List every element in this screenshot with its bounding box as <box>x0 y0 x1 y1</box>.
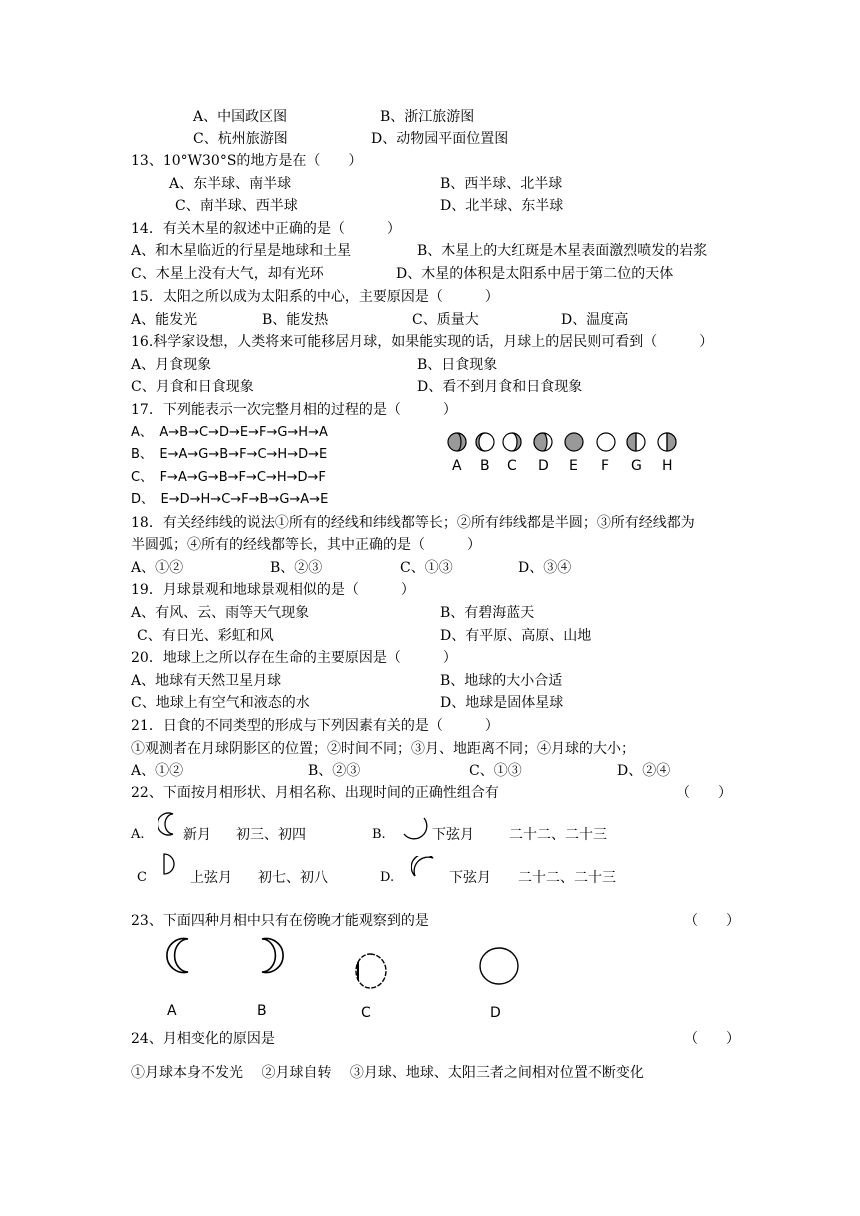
q17-option-b: B、 E→A→G→B→F→C→H→D→E <box>131 447 328 462</box>
q14-option-c: C、木星上没有大气，却有光环 <box>131 266 324 282</box>
q23-moon-d-icon <box>476 945 522 987</box>
q21-line2: ①观测者在月球阴影区的位置；②时间不同；③月、地距离不同；④月球的大小； <box>131 741 635 757</box>
q16-stem: 16.科学家设想，人类将来可能移居月球，如果能实现的话，月球上的居民则可看到（ ） <box>131 334 714 350</box>
q18-stem-line1: 18．有关经纬线的说法①所有的经线和纬线都等长；②所有纬线都是半圆；③所有经线都为 <box>131 515 695 531</box>
moon-label-c: C <box>507 458 517 474</box>
moon-phase-b-icon <box>476 433 494 451</box>
q19-option-c: C、有日光、彩虹和风 <box>137 628 274 644</box>
q23-label-d: D <box>490 1005 501 1021</box>
moon-label-h: H <box>662 458 673 474</box>
q20-stem: 20．地球上之所以存在生命的主要原因是（ ） <box>131 650 457 666</box>
moon-label-f: F <box>601 458 610 474</box>
q20-option-a: A、地球有天然卫星月球 <box>131 673 282 689</box>
q22-answer-paren: （ ） <box>676 785 732 801</box>
q22-b-letter: B. <box>372 827 386 842</box>
q15-stem: 15．太阳之所以成为太阳系的中心，主要原因是（ ） <box>131 289 499 305</box>
q12-option-b: B、浙江旅游图 <box>380 109 475 125</box>
moon-label-e: E <box>569 458 578 474</box>
q17-option-c: C、 F→A→G→B→F→C→H→D→F <box>131 470 326 485</box>
q18-option-a: A、①② <box>131 560 184 576</box>
q17-option-d: D、 E→D→H→C→F→B→G→A→E <box>131 492 329 507</box>
q22-stem: 22、下面按月相形状、月相名称、出现时间的正确性组合有 <box>131 785 499 801</box>
q24-line2: ①月球本身不发光 ②月球自转 ③月球、地球、太阳三者之间相对位置不断变化 <box>131 1065 644 1081</box>
q13-option-a: A、东半球、南半球 <box>169 176 292 192</box>
q19-stem: 19．月球景观和地球景观相似的是（ ） <box>131 582 415 598</box>
q12-option-d: D、动物园平面位置图 <box>371 131 509 147</box>
q23-label-b: B <box>257 1003 267 1019</box>
q23-answer-paren: （ ） <box>684 913 740 929</box>
q17-stem: 17．下列能表示一次完整月相的过程的是（ ） <box>131 402 457 418</box>
q22-b-name: 下弦月 <box>432 827 474 843</box>
q18-option-c: C、①③ <box>400 560 453 576</box>
q16-option-a: A、月食现象 <box>131 357 212 373</box>
q14-option-d: D、木星的体积是太阳系中居于第二位的天体 <box>396 266 674 282</box>
q23-label-c: C <box>361 1005 371 1021</box>
q15-option-c: C、质量大 <box>412 312 479 328</box>
q22-d-moon-icon <box>411 856 437 880</box>
q15-option-b: B、能发热 <box>262 312 329 328</box>
moon-phase-h-icon <box>658 433 676 451</box>
q13-option-c: C、南半球、西半球 <box>175 198 298 214</box>
q21-option-d: D、②④ <box>617 763 671 779</box>
q12-option-c: C、杭州旅游图 <box>193 131 288 147</box>
q17-option-a: A、 A→B→C→D→E→F→G→H→A <box>131 425 328 440</box>
q18-option-d: D、③④ <box>518 560 572 576</box>
q22-c-name: 上弦月 <box>190 870 232 886</box>
q13-option-d: D、北半球、东半球 <box>440 198 564 214</box>
q19-option-d: D、有平原、高原、山地 <box>440 628 592 644</box>
moon-phase-a-icon <box>448 433 466 451</box>
q21-stem: 21．日食的不同类型的形成与下列因素有关的是（ ） <box>131 718 499 734</box>
q16-option-d: D、看不到月食和日食现象 <box>417 379 583 395</box>
q24-answer-paren: （ ） <box>684 1031 740 1047</box>
q22-a-time: 初三、初四 <box>236 827 306 843</box>
q14-option-a: A、和木星临近的行星是地球和土星 <box>131 243 352 259</box>
q13-stem: 13、10°W30°S的地方是在（ ） <box>131 153 363 169</box>
moon-phase-f-icon <box>597 433 615 451</box>
q22-a-name: 新月 <box>183 827 211 843</box>
q22-c-letter: C <box>137 870 147 885</box>
q18-option-b: B、②③ <box>270 560 323 576</box>
q22-b-moon-icon <box>402 816 428 840</box>
moon-label-d: D <box>538 458 549 474</box>
q23-moon-b-icon <box>252 937 292 975</box>
q22-d-letter: D. <box>380 870 395 885</box>
q23-stem: 23、下面四种月相中只有在傍晚才能观察到的是 <box>131 913 429 929</box>
q16-option-b: B、日食现象 <box>417 357 498 373</box>
moon-phase-g-icon <box>627 433 645 451</box>
q21-option-b: B、②③ <box>308 763 361 779</box>
q24-stem: 24、月相变化的原因是 <box>131 1031 275 1047</box>
q21-option-a: A、①② <box>131 763 184 779</box>
q22-d-name: 下弦月 <box>449 870 491 886</box>
q15-option-a: A、能发光 <box>131 312 198 328</box>
q23-moon-c-icon <box>350 950 390 994</box>
q22-b-time: 二十二、二十三 <box>509 827 607 843</box>
q23-label-a: A <box>167 1003 177 1019</box>
q20-option-b: B、地球的大小合适 <box>440 673 563 689</box>
q13-option-b: B、西半球、北半球 <box>440 176 563 192</box>
q20-option-c: C、地球上有空气和液态的水 <box>131 695 310 711</box>
moon-label-g: G <box>631 458 642 474</box>
q19-option-a: A、有风、云、雨等天气现象 <box>131 605 310 621</box>
q22-a-moon-icon <box>158 812 180 838</box>
q22-a-letter: A. <box>131 827 145 842</box>
q20-option-d: D、地球是固体星球 <box>440 695 564 711</box>
q14-option-b: B、木星上的大红斑是木星表面激烈喷发的岩浆 <box>417 243 708 259</box>
q22-d-time: 二十二、二十三 <box>518 870 616 886</box>
q15-option-d: D、温度高 <box>561 312 629 328</box>
q22-c-moon-icon <box>160 852 182 878</box>
q23-moon-a-icon <box>160 937 200 975</box>
moon-phase-d-icon <box>534 433 552 451</box>
q21-option-c: C、①③ <box>469 763 522 779</box>
q16-option-c: C、月食和日食现象 <box>131 379 254 395</box>
q22-c-time: 初七、初八 <box>258 870 328 886</box>
moon-label-a: A <box>452 458 462 474</box>
q19-option-b: B、有碧海蓝天 <box>440 605 535 621</box>
q18-stem-line2: 半圆弧；④所有的经线都等长，其中正确的是（ ） <box>131 537 481 553</box>
q14-stem: 14．有关木星的叙述中正确的是（ ） <box>131 221 401 237</box>
moon-phase-c-icon <box>503 433 521 451</box>
moon-label-b: B <box>480 458 490 474</box>
moon-phase-e-icon <box>565 433 583 451</box>
q12-option-a: A、中国政区图 <box>193 109 288 125</box>
